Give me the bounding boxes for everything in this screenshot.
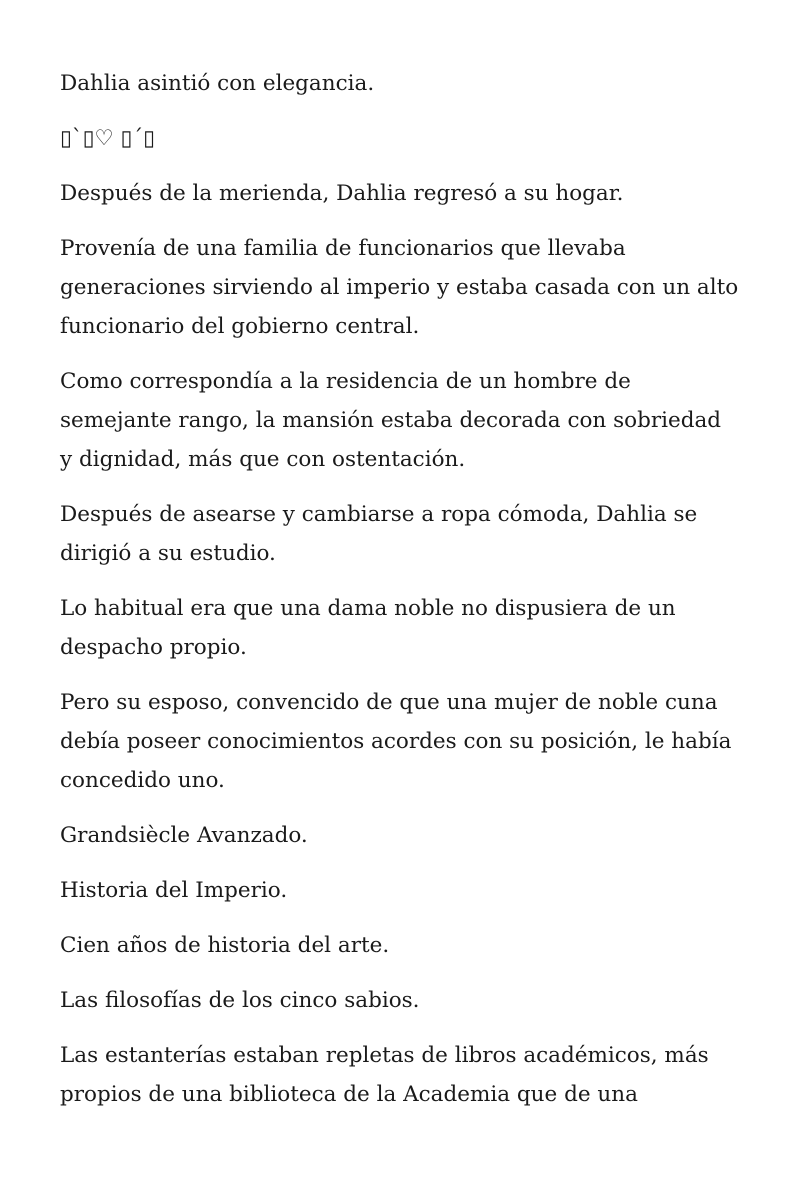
paragraph: Dahlia asintió con elegancia. [60,71,375,96]
paragraph: Como correspondía a la residencia de un hombre de semejante rango, la mansión estaba decorada con sobriedad y dignidad, más que con ostentación. [60,369,722,472]
paragraph: Después de la merienda, Dahlia regresó a su hogar. [60,181,624,206]
scene-separator: ▯`▯♡ ▯´▯ [60,126,155,151]
paragraph: Pero su esposo, convencido de que una mujer de noble cuna debía poseer conocimientos acordes con su posición, le había concedido uno. [60,690,732,793]
paragraph: Provenía de una familia de funcionarios que llevaba generaciones sirviendo al imperio y estaba casada con un alto funcionario del gobierno central. [60,236,739,339]
paragraph: Cien años de historia del arte. [60,933,390,958]
paragraph: Después de asearse y cambiarse a ropa cómoda, Dahlia se dirigió a su estudio. [60,502,698,566]
paragraph: Historia del Imperio. [60,878,288,903]
paragraph: Las estanterías estaban repletas de libros académicos, más propios de una biblioteca de la Academia que de una [60,1043,709,1107]
paragraph: Grandsiècle Avanzado. [60,823,308,848]
paragraph: Las filosofías de los cinco sabios. [60,988,420,1013]
paragraph: Lo habitual era que una dama noble no dispusiera de un despacho propio. [60,596,676,660]
